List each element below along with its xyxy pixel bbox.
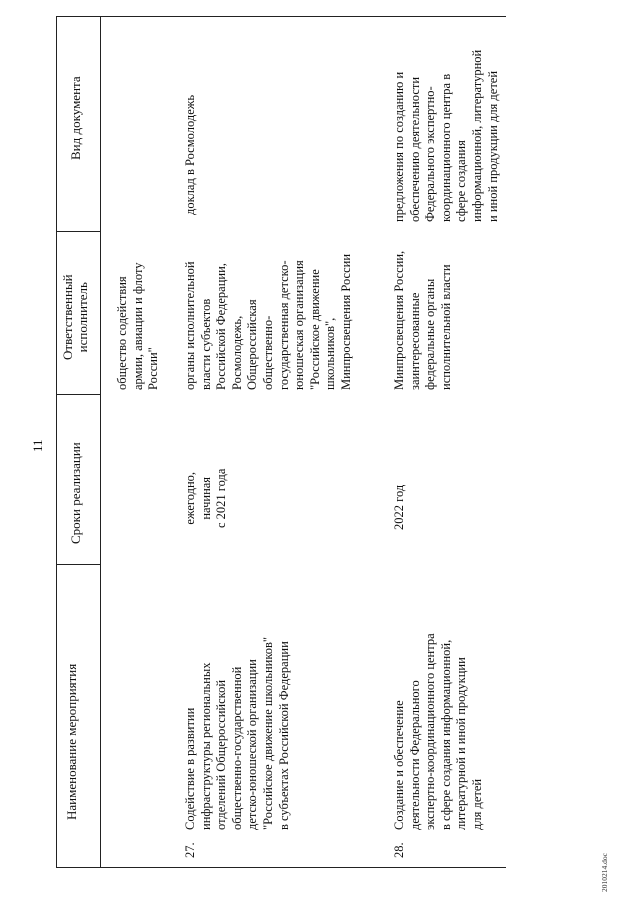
text-line: общественно-государственной	[229, 666, 244, 830]
text-line: информационной, литературной	[469, 49, 484, 222]
row-27-number: 27.	[183, 842, 197, 858]
text-line: сфере создания	[454, 140, 469, 222]
text-line: деятельности Федерального	[407, 680, 422, 830]
footer-doc-id: 2010214.doc	[600, 853, 609, 892]
text-line: отделений Общероссийской	[214, 679, 229, 830]
text-line: Российской Федерации,	[214, 263, 229, 390]
text-line: 2022 год	[392, 484, 406, 530]
text-line: для детей	[469, 778, 484, 830]
header-terms: Сроки реализации	[68, 442, 83, 544]
column-divider-name-terms	[56, 564, 100, 565]
text-line: Росмолодежь,	[229, 315, 244, 390]
header-executor-line2: исполнитель	[75, 282, 90, 353]
row-28-doc-type	[392, 50, 501, 222]
row-28-name	[392, 633, 486, 830]
header-executor-line1: Ответственный	[60, 274, 75, 360]
text-line: исполнительной власти	[438, 264, 453, 390]
text-line: начиная	[198, 476, 213, 520]
row-28-terms	[392, 485, 408, 530]
continuation-line: армии, авиации и флоту	[130, 262, 145, 390]
text-line: федеральные органы	[423, 278, 438, 390]
continuation-line: общество содействия	[115, 276, 129, 390]
text-line: ежегодно,	[183, 471, 197, 525]
column-divider-executor-doctype	[56, 231, 100, 232]
row-27-terms	[183, 469, 230, 528]
text-line: власти субъектов	[198, 298, 213, 390]
header-row-divider	[100, 16, 101, 867]
page-number: 11	[30, 439, 45, 452]
text-line: детско-юношеской организации	[245, 659, 260, 830]
continuation-executor	[115, 262, 162, 390]
row-27-doc-type	[183, 95, 199, 215]
text-line: органы исполнительной	[183, 261, 197, 390]
text-line: Содействие в развитии	[183, 707, 197, 830]
text-line: в сфере создания информационной,	[438, 639, 453, 830]
continuation-line: России"	[146, 347, 161, 390]
text-line: юношеская организация	[292, 260, 307, 390]
text-line: "Российское движение	[307, 269, 322, 390]
text-line: государственная детско-	[276, 260, 291, 390]
text-line: заинтересованные	[407, 292, 422, 390]
row-28-executor	[392, 251, 454, 390]
table-bottom-border	[56, 867, 506, 868]
header-name: Наименование мероприятия	[64, 663, 79, 820]
column-divider-terms-executor	[56, 394, 100, 395]
text-line: Минпросвещения России,	[392, 250, 406, 390]
text-line: инфраструктуры региональных	[198, 662, 213, 830]
header-doc-type: Вид документа	[68, 76, 83, 160]
text-line: Создание и обеспечение	[392, 700, 406, 830]
row-27-executor	[183, 254, 355, 390]
text-line: координационного центра в	[438, 73, 453, 222]
text-line: Минпросвещения России	[338, 253, 353, 390]
text-line: Общероссийская	[245, 299, 260, 390]
text-line: и иной продукции для детей	[485, 70, 500, 222]
text-line: общественно-	[260, 315, 275, 390]
text-line: Федерального экспертно-	[423, 86, 438, 222]
text-line: доклад в Росмолодежь	[183, 94, 197, 215]
header-executor	[60, 274, 90, 360]
table-left-border	[56, 16, 57, 867]
text-line: обеспечению деятельности	[407, 76, 422, 222]
table-top-border	[56, 16, 506, 17]
row-28-number: 28.	[392, 842, 406, 858]
text-line: литературной и иной продукции	[454, 657, 469, 830]
text-line: экспертно-координационного центра	[423, 633, 438, 830]
text-line: в субъектах Российской Федерации	[276, 641, 291, 830]
text-line: предложения по созданию и	[392, 71, 406, 222]
text-line: с 2021 года	[214, 468, 229, 528]
row-27-name	[183, 637, 292, 830]
text-line: "Российское движение школьников"	[260, 636, 275, 830]
text-line: школьников",	[323, 317, 338, 390]
